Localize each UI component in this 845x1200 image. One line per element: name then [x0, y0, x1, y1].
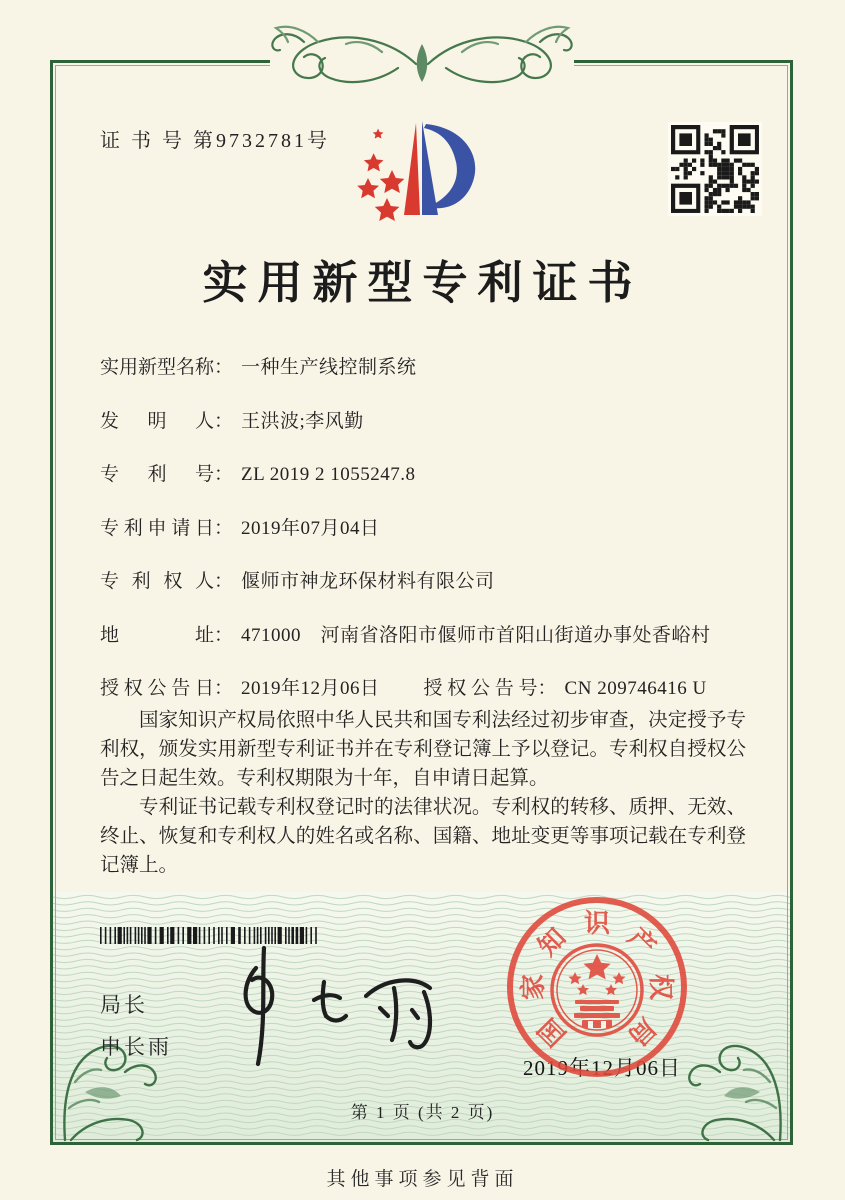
commissioner-title-label: 局长: [100, 993, 148, 1017]
commissioner-name-label: 申长雨: [100, 1035, 172, 1059]
certificate-number: 证 书 号 第9732781号: [100, 130, 330, 152]
page-indicator: 第 1 页 (共 2 页): [350, 1103, 495, 1122]
field-row-filing-date: 专利申请日 ： 2019年07月04日: [100, 515, 750, 542]
field-value: 471000 河南省洛阳市偃师市首阳山街道办事处香峪村: [241, 624, 711, 646]
field-row-grant-date-and-number: 授权公告日 ： 2019年12月06日 授权公告号 ： CN 209746416 U: [100, 675, 750, 702]
certificate-title: 实用新型专利证书: [202, 258, 643, 308]
svg-text:局: 局: [622, 1012, 662, 1052]
svg-text:国: 国: [532, 1012, 572, 1052]
commissioner-block: [100, 984, 172, 1068]
svg-text:产: 产: [622, 922, 662, 962]
svg-text:识: 识: [583, 909, 611, 938]
svg-text:知: 知: [532, 922, 572, 962]
seal-date: 2019年12月06日: [523, 1056, 681, 1080]
field-label: 专利申请日: [100, 517, 214, 539]
body-paragraph-2: 专利证书记载专利权登记时的法律状况。专利权的转移、质押、无效、终止、恢复和专利权人的姓名或名称、国籍、地址变更等事项记载在专利登记簿上。: [100, 797, 746, 876]
field-row-inventor: 发明人 ： 王洪波;李风勤: [100, 408, 750, 435]
field-label-grant-number: 授权公告号: [423, 678, 538, 699]
field-value: 一种生产线控制系统: [241, 357, 417, 378]
qr-code: [668, 122, 762, 216]
certificate-body: [100, 706, 746, 880]
field-label: 专利权人: [100, 571, 214, 592]
body-paragraph-1: 国家知识产权局依照中华人民共和国专利法经过初步审查，决定授予专利权，颁发实用新型专利证书并在专利登记簿上予以登记。专利权自授权公告之日起生效。专利权期限为十年，自申请日起算。: [100, 710, 746, 789]
field-label: 实用新型名称: [100, 357, 215, 378]
cnipa-patent-logo-icon: [352, 110, 502, 230]
field-row-address: 地址 ： 471000 河南省洛阳市偃师市首阳山街道办事处香峪村: [100, 622, 750, 649]
top-dragon-flourish-ornament: [240, 12, 604, 108]
field-row-patent-number: 专利号 ： ZL 2019 2 1055247.8: [100, 461, 750, 488]
field-value: 偃师市神龙环保材料有限公司: [241, 571, 495, 592]
commissioner-signature: [228, 938, 438, 1068]
back-note: 其他事项参见背面: [326, 1169, 519, 1190]
certificate-fields: [100, 354, 750, 729]
official-seal: [502, 892, 692, 1082]
svg-text:家: 家: [519, 973, 548, 1001]
field-label: 授权公告日: [100, 678, 214, 699]
field-row-patentee: 专利权人 ： 偃师市神龙环保材料有限公司: [100, 568, 750, 595]
field-value: 2019年12月06日: [241, 678, 380, 699]
field-value: 王洪波;李风勤: [241, 410, 364, 432]
field-value: ZL 2019 2 1055247.8: [241, 464, 416, 485]
field-label: 发明人: [100, 410, 214, 432]
field-row-utility-model-name: 实用新型名称 ： 一种生产线控制系统: [100, 354, 750, 381]
field-value-grant-number: CN 209746416 U: [564, 678, 707, 699]
svg-text:权: 权: [646, 973, 675, 1001]
field-value: 2019年07月04日: [241, 517, 380, 539]
field-label: 地址: [100, 624, 214, 646]
field-label: 专利号: [100, 464, 214, 485]
